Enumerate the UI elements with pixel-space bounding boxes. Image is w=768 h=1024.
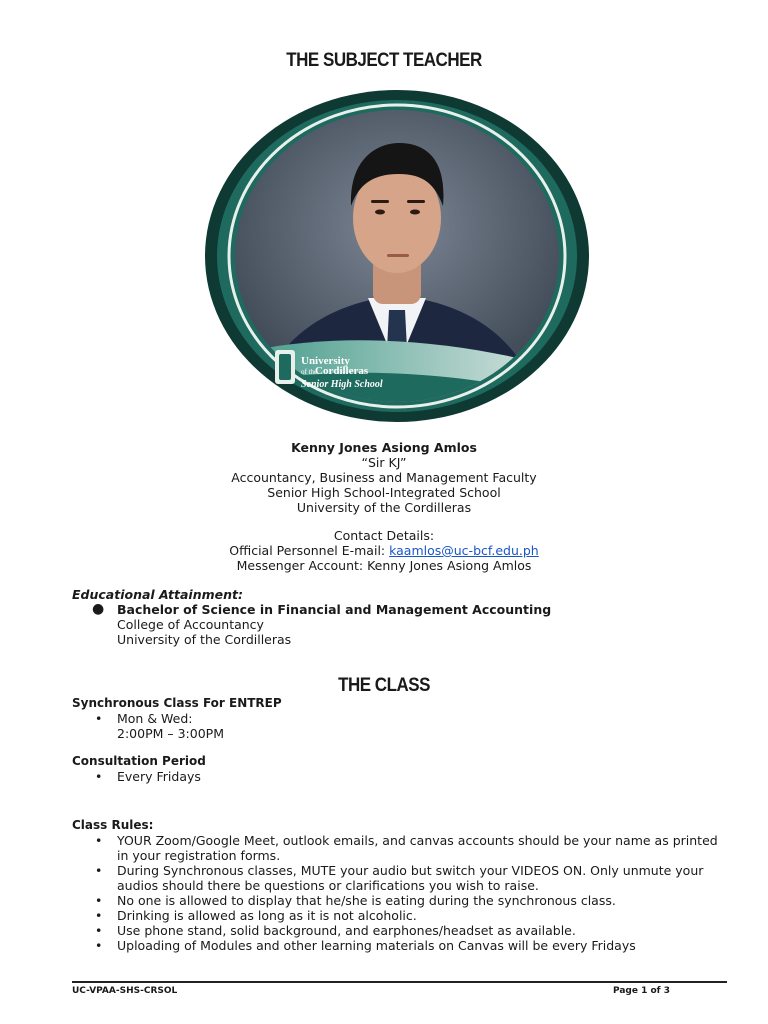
rule-text: No one is allowed to display that he/she is eating during the synchronous class. bbox=[117, 893, 616, 908]
email-link[interactable]: kaamlos@uc-bcf.edu.ph bbox=[389, 543, 539, 558]
bullet-icon: • bbox=[95, 908, 103, 923]
teacher-portrait bbox=[203, 88, 591, 424]
bullet-icon: • bbox=[95, 923, 103, 938]
rule-item bbox=[72, 938, 732, 953]
rule-text: YOUR Zoom/Google Meet, outlook emails, and canvas accounts should be your name as printed in your registration forms. bbox=[117, 833, 718, 863]
section-heading-subject-teacher: THE SUBJECT TEACHER bbox=[286, 48, 482, 71]
bullet-icon: • bbox=[95, 833, 103, 848]
teacher-department: Senior High School-Integrated School bbox=[267, 485, 501, 500]
class-rules bbox=[72, 818, 732, 953]
section-heading-the-class: THE CLASS bbox=[338, 673, 430, 696]
logo-line3: of the bbox=[301, 368, 318, 376]
document-code: UC-VPAA-SHS-CRSOL bbox=[72, 986, 178, 996]
edu-degree: Bachelor of Science in Financial and Management Accounting bbox=[117, 602, 552, 617]
bullet-icon: • bbox=[95, 863, 103, 878]
rule-text: Uploading of Modules and other learning materials on Canvas will be every Fridays bbox=[117, 938, 636, 953]
footer-divider bbox=[72, 981, 727, 983]
teacher-faculty: Accountancy, Business and Management Faculty bbox=[231, 470, 537, 485]
teacher-university: University of the Cordilleras bbox=[296, 500, 472, 515]
educational-attainment bbox=[72, 587, 732, 647]
rule-item bbox=[72, 908, 732, 923]
edu-item bbox=[72, 602, 732, 647]
teacher-info bbox=[0, 440, 768, 515]
rule-item bbox=[72, 893, 732, 908]
consultation-period bbox=[72, 754, 732, 784]
contact-details bbox=[0, 528, 768, 573]
logo-line4: Senior High School bbox=[301, 379, 383, 390]
consult-title: Consultation Period bbox=[72, 754, 206, 768]
edu-university: University of the Cordilleras bbox=[117, 632, 292, 647]
bullet-icon: ● bbox=[92, 601, 105, 617]
rule-item bbox=[72, 923, 732, 938]
email-label: Official Personnel E-mail: bbox=[229, 543, 390, 558]
email-row bbox=[0, 543, 768, 558]
teacher-name: Kenny Jones Asiong Amlos bbox=[291, 440, 477, 455]
synchronous-class bbox=[72, 696, 732, 741]
contact-title: Contact Details: bbox=[333, 528, 435, 543]
bullet-icon: • bbox=[95, 769, 103, 784]
consult-when: Every Fridays bbox=[117, 769, 201, 784]
sync-time: 2:00PM – 3:00PM bbox=[117, 726, 224, 741]
sync-days: Mon & Wed: bbox=[117, 711, 193, 726]
rule-text: Use phone stand, solid background, and earphones/headset as available. bbox=[117, 923, 576, 938]
edu-title: Educational Attainment: bbox=[72, 587, 243, 602]
rule-item bbox=[72, 833, 732, 863]
logo-line1: University bbox=[301, 355, 350, 367]
messenger-account: Messenger Account: Kenny Jones Asiong Amlos bbox=[236, 558, 532, 573]
bullet-icon: • bbox=[95, 938, 103, 953]
rule-item bbox=[72, 863, 732, 893]
teacher-nickname: “Sir KJ” bbox=[361, 455, 407, 470]
page-number: Page 1 of 3 bbox=[613, 986, 670, 996]
sync-item bbox=[72, 711, 732, 741]
consult-item bbox=[72, 769, 732, 784]
rule-text: Drinking is allowed as long as it is not alcoholic. bbox=[117, 908, 417, 923]
logo-line2: Cordilleras bbox=[315, 365, 369, 377]
edu-college: College of Accountancy bbox=[117, 617, 264, 632]
rule-text: During Synchronous classes, MUTE your audio but switch your VIDEOS ON. Only unmute your audios should there be questions or clarifications you wish to raise. bbox=[117, 863, 704, 893]
bullet-icon: • bbox=[95, 711, 103, 726]
bullet-icon: • bbox=[95, 893, 103, 908]
rules-title: Class Rules: bbox=[72, 818, 154, 832]
sync-title: Synchronous Class For ENTREP bbox=[72, 696, 282, 710]
